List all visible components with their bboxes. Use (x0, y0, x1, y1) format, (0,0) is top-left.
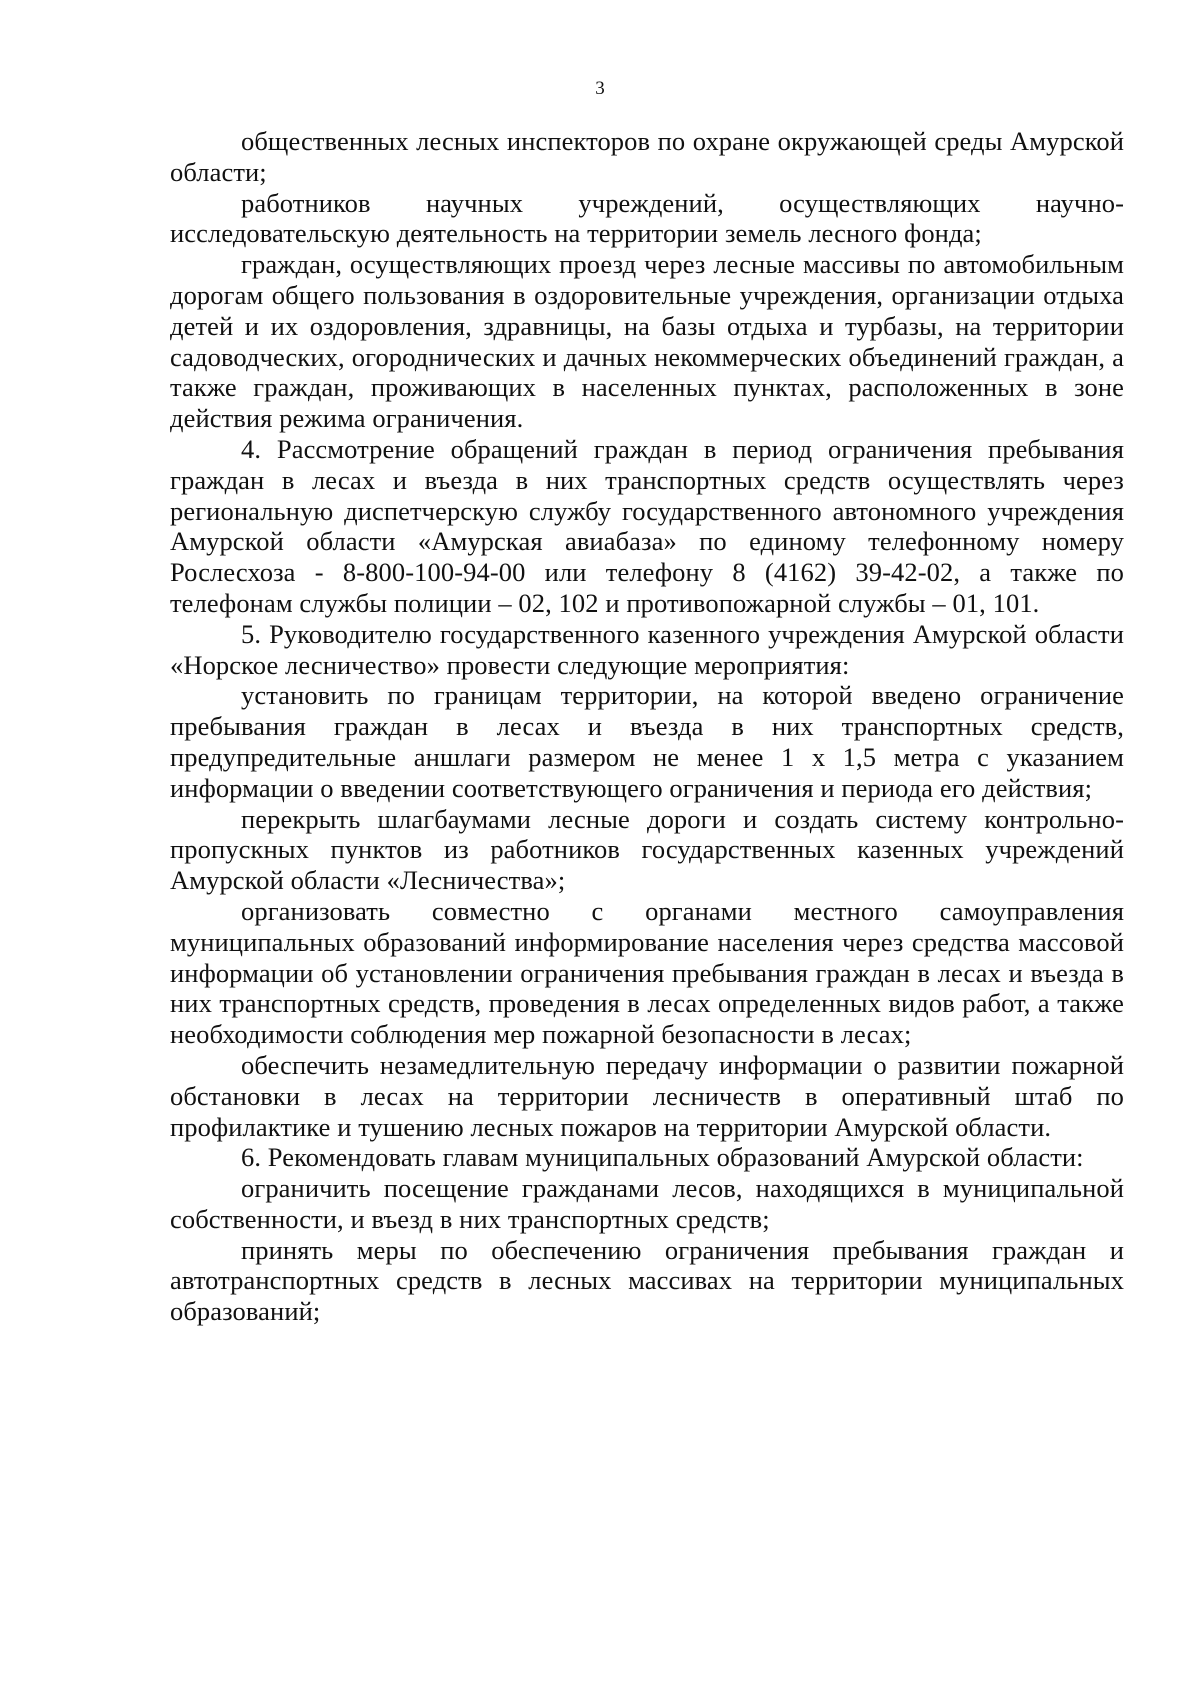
document-body (170, 126, 1124, 1327)
paragraph-inspectors: общественных лесных инспекторов по охране окружающей среды Амурской области; (170, 126, 1124, 187)
paragraph-fire-reporting: обеспечить незамедлительную передачу информации о развитии пожарной обстановки в лесах на территории лесничеств в оперативный штаб по профилактике и тушению лесных пожаров на территории Амурской области. (170, 1049, 1124, 1142)
paragraph-research-workers: работников научных учреждений, осуществляющих научно-исследовательскую деятельность на территории земель лесного фонда; (170, 187, 1124, 249)
paragraph-enforcement-measures: принять меры по обеспечению ограничения пребывания граждан и автотранспортных средств в лесных массивах на территории муниципальных образований; (170, 1234, 1124, 1327)
paragraph-barriers-checkpoints: перекрыть шлагбаумами лесные дороги и создать систему контрольно-пропускных пунктов из работников государственных казенных учреждений Амурской области «Лесничества»; (170, 803, 1124, 896)
paragraph-restrict-visits: ограничить посещение гражданами лесов, находящихся в муниципальной собственности, и въезд в них транспортных средств; (170, 1173, 1124, 1234)
paragraph-item-6-recommend: 6. Рекомендовать главам муниципальных образований Амурской области: (241, 1142, 1084, 1173)
paragraph-item-4-appeals: 4. Рассмотрение обращений граждан в период ограничения пребывания граждан в лесах и въезда в них транспортных средств осуществлять через региональную диспетчерскую службу государственного автономного учреждения Амурской области «Амурская авиабаза» по единому телефонному номеру Рослесхоза - 8-800-100-94-00 или телефону 8 (4162) 39-42-02, а также по телефонам службы полиции – 02, 102 и противопожарной службы – 01, 101. (170, 433, 1124, 618)
paragraph-public-information: организовать совместно с органами местного самоуправления муниципальных образований информирование населения через средства массовой информации об установлении ограничения пребывания граждан в лесах и въезда в них транспортных средств, проведения в лесах определенных видов работ, а также необходимости соблюдения мер пожарной безопасности в лесах; (170, 895, 1124, 1050)
paragraph-warning-signs: установить по границам территории, на которой введено ограничение пребывания граждан в лесах и въезда в них транспортных средств, предупредительные аншлаги размером не менее 1 х 1,5 метра с указанием информации о введении соответствующего ограничения и периода его действия; (170, 680, 1124, 803)
page-number: 3 (595, 78, 605, 99)
paragraph-item-5-forestry-head: 5. Руководителю государственного казенного учреждения Амурской области «Норское лесничество» провести следующие мероприятия: (170, 618, 1124, 680)
paragraph-citizens-transit: граждан, осуществляющих проезд через лесные массивы по автомобильным дорогам общего пользования в оздоровительные учреждения, организации отдыха детей и их оздоровления, здравницы, на базы отдыха и турбазы, на территории садоводческих, огороднических и дачных некоммерческих объединений граждан, а также граждан, проживающих в населенных пунктах, расположенных в зоне действия режима ограничения. (170, 249, 1124, 434)
